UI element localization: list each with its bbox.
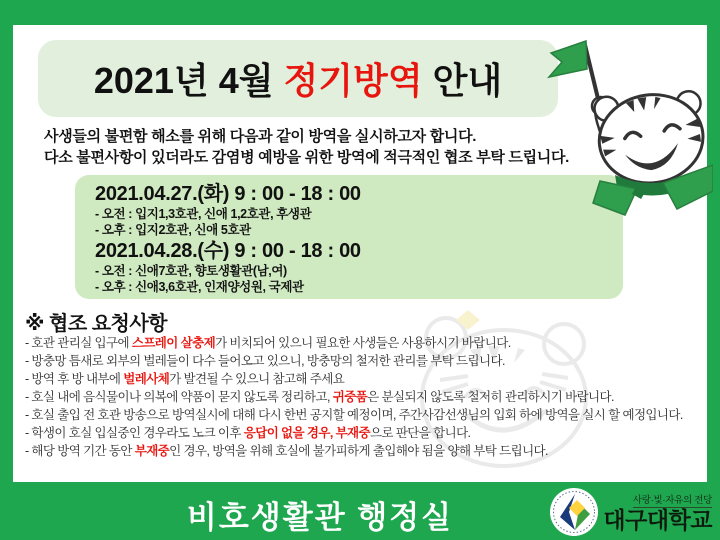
note-item: - 호관 관리실 입구에 스프레이 살충제가 비치되어 있으니 필요한 사생들은 사용하시기 바랍니다. bbox=[25, 336, 511, 350]
note-emphasis: 부재중 bbox=[134, 444, 170, 458]
note-emphasis: 귀중품 bbox=[332, 390, 368, 404]
note-emphasis: 스프레이 살충제 bbox=[131, 336, 216, 350]
schedule-date: 2021.04.28.(수) 9 : 00 - 18 : 00 bbox=[95, 240, 361, 262]
university-slogan: 사랑·빛·자유의 전당 bbox=[633, 492, 712, 508]
university-emblem-icon bbox=[549, 487, 599, 537]
intro-line-2: 다소 불편사항이 있더라도 감염병 예방을 위한 방역에 적극적인 협조 부탁 드립니다. bbox=[44, 149, 570, 166]
note-item: - 방충망 틈새로 외부의 벌레들이 다수 들어오고 있으니, 방충망의 철저한 관리를 부탁 드립니다. bbox=[25, 354, 505, 368]
intro-text bbox=[44, 126, 584, 168]
note-item: - 방역 후 방 내부에 벌레사체가 발견될 수 있으니 참고해 주세요 bbox=[25, 372, 345, 386]
university-name: 대구대학교 bbox=[603, 506, 712, 533]
title-box bbox=[38, 40, 558, 117]
schedule-item: - 오후 : 신애3,6호관, 인재양성원, 국제관 bbox=[95, 279, 304, 294]
note-item: - 호실 내에 음식물이나 의복에 약품이 묻지 않도록 정리하고, 귀중품은 분실되지 않도록 철저히 관리하시기 바랍니다. bbox=[25, 390, 614, 404]
intro-line-1: 사생들의 불편함 해소를 위해 다음과 같이 방역을 실시하고자 합니다. bbox=[44, 128, 477, 145]
university-logo-text bbox=[603, 492, 712, 533]
note-item: - 학생이 호실 입실중인 경우라도 노크 이후 응답이 없을 경우, 부재중으로 판단을 합니다. bbox=[25, 426, 471, 440]
schedule-item: - 오전 : 입지1,3호관, 신애 1,2호관, 후생관 bbox=[95, 207, 312, 221]
title-highlight: 정기방역 bbox=[283, 60, 423, 101]
university-logo bbox=[549, 486, 712, 538]
office-name: 비호생활관 행정실 bbox=[186, 500, 454, 535]
notes-heading: ※ 협조 요청사항 bbox=[25, 313, 167, 335]
tiger-mascot-icon bbox=[545, 33, 713, 218]
note-item: - 호실 출입 전 호관 방송으로 방역실시에 대해 다시 한번 공지할 예정이며, 주간사감선생님의 입회 하에 방역을 실시 할 예정입니다. bbox=[25, 408, 683, 422]
note-emphasis: 벌레사체 bbox=[123, 372, 170, 386]
page-title bbox=[94, 53, 502, 104]
schedule-date: 2021.04.27.(화) 9 : 00 - 18 : 00 bbox=[95, 183, 361, 205]
schedule-item: - 오후 : 입지2호관, 신애 5호관 bbox=[95, 222, 251, 237]
title-prefix: 2021년 4월 bbox=[93, 60, 274, 101]
schedule-item: - 오전 : 신애7호관, 향토생활관(남,여) bbox=[95, 264, 287, 278]
title-suffix: 안내 bbox=[432, 60, 503, 101]
schedule-box bbox=[75, 175, 623, 299]
poster-paper bbox=[13, 25, 707, 482]
note-item: - 해당 방역 기간 동안 부재중인 경우, 방역을 위해 호실에 불가피하게 출입해야 됨을 양해 부탁 드립니다. bbox=[25, 444, 548, 458]
footer-bar bbox=[0, 482, 720, 540]
note-emphasis: 응답이 없을 경우, 부재중 bbox=[243, 426, 370, 440]
notes-list bbox=[25, 334, 707, 460]
